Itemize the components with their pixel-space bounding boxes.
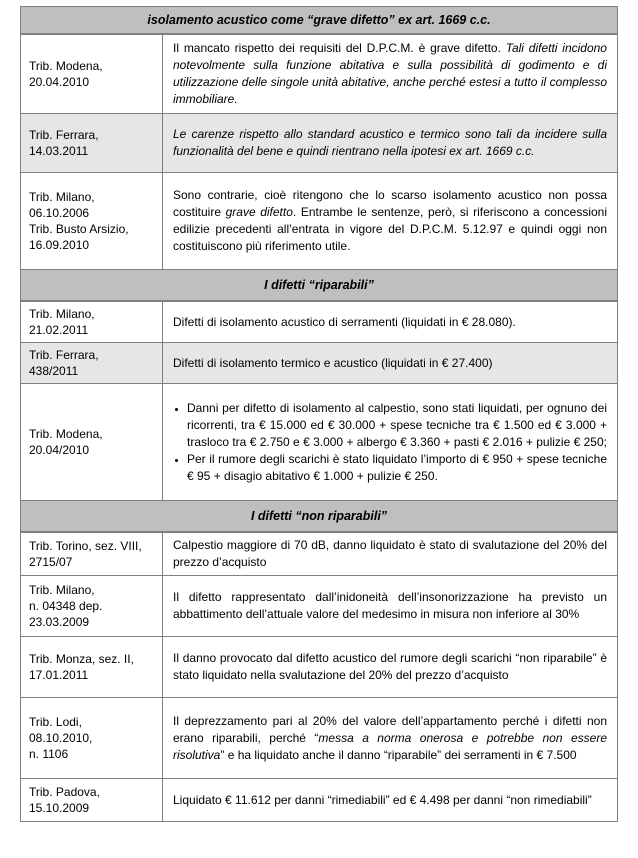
- table-row: [20, 301, 618, 342]
- court-cell: Trib. Modena, 20.04.2010: [21, 35, 163, 113]
- list-item: • Per il rumore degli scarichi è stato liquidato l’importo di € 950 + spese tecniche € 95 + disagio abitativo € 1.000 + pulizie € 250.: [187, 451, 607, 485]
- court-cell: Trib. Padova, 15.10.2009: [21, 779, 163, 821]
- ruling-cell: Le carenze rispetto allo standard acustico e termico sono tali da incidere sulla funzionalità del bene e quindi rientrano nella ipotesi ex art. 1669 c.c.: [163, 114, 617, 172]
- section-header-non-riparabili: I difetti “non riparabili”: [20, 500, 618, 532]
- ruling-cell: Il mancato rispetto dei requisiti del D.P.C.M. è grave difetto. Tali difetti incidono notevolmente sulla funzione abitativa e sulla possibilità di godimento e di utilizzazione delle singole unità abitative, anche perché estesi a tutto il complesso immobiliare.: [173, 41, 607, 106]
- table-row: [20, 34, 618, 113]
- court-cell: Trib. Lodi, 08.10.2010, n. 1106: [21, 698, 163, 778]
- court-cell: Trib. Milano, n. 04348 dep. 23.03.2009: [21, 576, 163, 636]
- table-row: [20, 778, 618, 822]
- table-row: [20, 383, 618, 500]
- court-cell: Trib. Milano, 06.10.2006 Trib. Busto Arsizio, 16.09.2010: [21, 173, 163, 269]
- ruling-cell: Calpestio maggiore di 70 dB, danno liquidato è stato di svalutazione del 20% del prezzo d’acquisto: [173, 538, 607, 569]
- table-row: [20, 575, 618, 636]
- court-cell: Trib. Monza, sez. II, 17.01.2011: [21, 637, 163, 697]
- court-cell: Trib. Torino, sez. VIII, 2715/07: [21, 533, 163, 575]
- court-cell: Trib. Modena, 20.04/2010: [21, 384, 163, 500]
- ruling-cell: [163, 384, 617, 500]
- list-item: • Danni per difetto di isolamento al calpestio, sono stati liquidati, per ognuno dei ricorrenti, tra € 15.000 ed € 30.000 + spese tecniche tra € 1.500 ed € 3.000 + trasloco tra € 2.750 e € 3.000 + albergo € 3.360 + pasti € 2.016 + pulizie € 250;: [187, 400, 607, 451]
- table-row: [20, 172, 618, 269]
- ruling-cell: Il deprezzamento pari al 20% del valore dell’appartamento perché i difetti non erano riparabili, perché “messa a norma onerosa e potrebbe non essere risolutiva” e ha liquidato anche il danno “riparabile” dei serramenti in € 7.500: [173, 713, 607, 762]
- jurisprudence-table: [20, 6, 618, 822]
- court-cell: Trib. Ferrara, 438/2011: [21, 343, 163, 383]
- table-row: [20, 697, 618, 778]
- ruling-cell: Liquidato € 11.612 per danni “rimediabili” ed € 4.498 per danni “non rimediabili”: [173, 792, 592, 807]
- ruling-cell: Il danno provocato dal difetto acustico del rumore degli scarichi “non riparabile” è stato liquidato nella svalutazione del 20% del prezzo d’acquisto: [173, 651, 607, 682]
- ruling-cell: Difetti di isolamento termico e acustico (liquidati in € 27.400): [163, 343, 617, 383]
- table-row: [20, 342, 618, 383]
- table-row: [20, 532, 618, 575]
- section-header-riparabili: I difetti “riparabili”: [20, 269, 618, 301]
- ruling-cell: Sono contrarie, cioè ritengono che lo scarso isolamento acustico non possa costituire grave difetto. Entrambe le sentenze, però, si riferiscono a concessioni edilizie precedenti all’entrata in vigore del D.P.C.M. 5.12.97 e quindi oggi non costituiscono più riferimento utile.: [173, 188, 608, 253]
- section-header-grave-difetto: isolamento acustico come “grave difetto” ex art. 1669 c.c.: [20, 6, 618, 34]
- table-row: [20, 113, 618, 172]
- court-cell: Trib. Milano, 21.02.2011: [21, 302, 163, 342]
- ruling-bullet-list: [173, 400, 607, 485]
- court-cell: Trib. Ferrara, 14.03.2011: [21, 114, 163, 172]
- table-row: [20, 636, 618, 697]
- ruling-cell: Il difetto rappresentato dall’inidoneità dell’insonorizzazione ha previsto un abbattimento dell’attuale valore del medesimo in misura non inferiore al 30%: [173, 590, 607, 621]
- ruling-cell: Difetti di isolamento acustico di serramenti (liquidati in € 28.080).: [173, 314, 516, 329]
